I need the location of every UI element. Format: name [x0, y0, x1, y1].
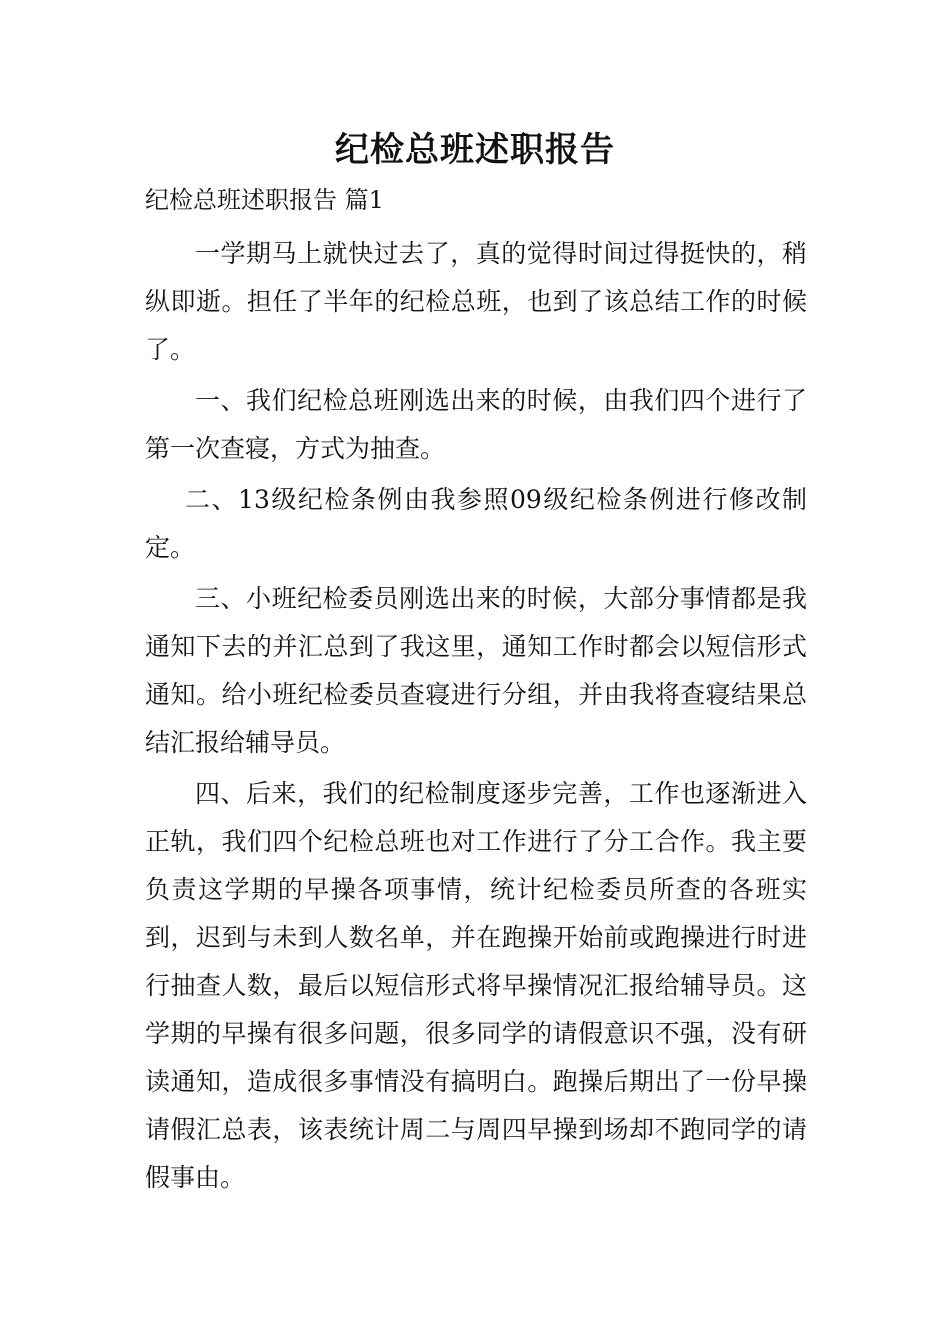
paragraph-item-2: 二、13级纪检条例由我参照09级纪检条例进行修改制定。: [145, 485, 807, 562]
paragraph-item-1: 一、我们纪检总班刚选出来的时候，由我们四个进行了第一次查寝，方式为抽查。: [145, 386, 807, 463]
paragraph-intro: 一学期马上就快过去了，真的觉得时间过得挺快的，稍纵即逝。担任了半年的纪检总班，也到了该总结工作的时候了。: [145, 239, 807, 364]
paragraph-item-3: 三、小班纪检委员刚选出来的时候，大部分事情都是我通知下去的并汇总到了我这里，通知工作时都会以短信形式通知。给小班纪检委员查寝进行分组，并由我将查寝结果总结汇报给辅导员。: [145, 584, 807, 757]
paragraph-item-4: 四、后来，我们的纪检制度逐步完善，工作也逐渐进入正轨，我们四个纪检总班也对工作进行了分工合作。我主要负责这学期的早操各项事情，统计纪检委员所查的各班实到，迟到与未到人数名单，并在跑操开始前或跑操进行时进行抽查人数，最后以短信形式将早操情况汇报给辅导员。这学期的早操有很多问题，很多同学的请假意识不强，没有研读通知，造成很多事情没有搞明白。跑操后期出了一份早操请假汇总表，该表统计周二与周四早操到场却不跑同学的请假事由。: [145, 779, 807, 1192]
document-body: [145, 230, 807, 1202]
document-title: 纪检总班述职报告: [335, 130, 615, 170]
document-subtitle: 纪检总班述职报告 篇1: [145, 186, 384, 214]
